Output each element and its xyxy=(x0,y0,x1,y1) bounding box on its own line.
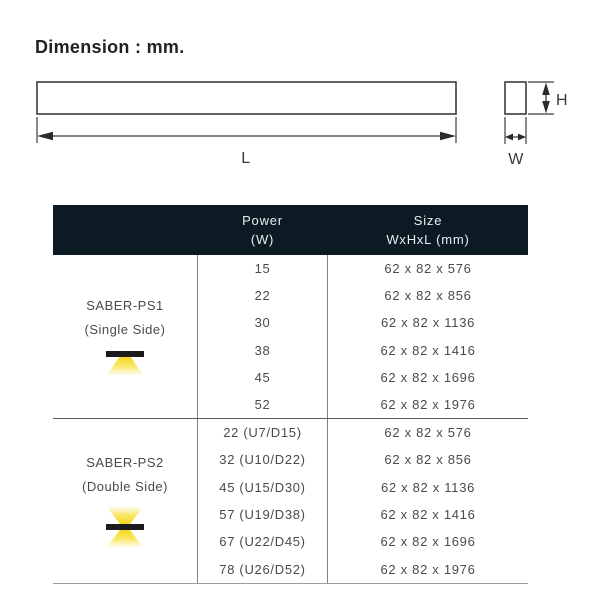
header-size-cell xyxy=(328,205,528,255)
product-subtitle: (Single Side) xyxy=(84,321,166,337)
height-top-arrowhead-icon xyxy=(542,83,550,95)
left-arrowhead-icon xyxy=(37,132,53,140)
size-value: 62 x 82 x 1136 xyxy=(380,315,476,331)
size-column xyxy=(328,419,528,583)
size-value: 62 x 82 x 1416 xyxy=(380,342,476,358)
power-value: 15 xyxy=(254,261,271,277)
fixture-cross-section-rect xyxy=(505,82,526,114)
header-power-cell xyxy=(197,205,328,255)
product-subtitle: (Double Side) xyxy=(82,479,168,494)
width-dimension xyxy=(505,117,526,144)
width-left-arrowhead-icon xyxy=(505,134,513,141)
width-label: W xyxy=(508,151,524,168)
product-cell-saber-ps1 xyxy=(53,255,197,418)
right-arrowhead-icon xyxy=(440,132,456,140)
size-column xyxy=(328,255,528,418)
page-title: Dimension : mm. xyxy=(35,37,185,57)
size-value: 62 x 82 x 1976 xyxy=(380,561,476,577)
header-size-line1: Size xyxy=(413,213,443,228)
double-side-up-down-light-icon xyxy=(103,507,147,547)
product-cell-saber-ps2 xyxy=(53,419,197,583)
power-value: 67 (U22/D45) xyxy=(219,534,306,550)
power-value: 22 (U7/D15) xyxy=(223,425,302,441)
size-value: 62 x 82 x 576 xyxy=(384,261,472,277)
header-power-line2: (W) xyxy=(250,232,275,247)
size-value: 62 x 82 x 1416 xyxy=(380,507,476,523)
power-value: 52 xyxy=(254,396,271,412)
height-label: H xyxy=(555,92,569,109)
power-value: 32 (U10/D22) xyxy=(219,452,306,468)
power-value: 57 (U19/D38) xyxy=(219,507,306,523)
spec-table xyxy=(53,205,528,584)
power-value: 45 (U15/D30) xyxy=(219,479,306,495)
size-value: 62 x 82 x 576 xyxy=(384,425,472,441)
power-value: 78 (U26/D52) xyxy=(219,561,306,577)
height-dimension xyxy=(528,82,554,114)
size-value: 62 x 82 x 1136 xyxy=(380,479,476,495)
product-name: SABER-PS2 xyxy=(86,455,164,470)
length-label: L xyxy=(241,150,251,167)
dimension-diagram xyxy=(0,0,600,190)
header-product-cell xyxy=(53,205,197,255)
power-column xyxy=(197,419,328,583)
power-column xyxy=(197,255,328,418)
size-value: 62 x 82 x 1696 xyxy=(380,369,476,385)
power-value: 45 xyxy=(254,369,271,385)
size-value: 62 x 82 x 1696 xyxy=(380,534,476,550)
height-bottom-arrowhead-icon xyxy=(542,101,550,113)
length-dimension xyxy=(37,117,456,143)
product-name: SABER-PS1 xyxy=(86,297,164,313)
power-value: 22 xyxy=(254,288,271,304)
power-value: 30 xyxy=(254,315,271,331)
single-side-downlight-icon xyxy=(103,350,147,376)
width-right-arrowhead-icon xyxy=(518,134,526,141)
table-section-saber-ps2 xyxy=(53,419,528,584)
header-size-line2: WxHxL (mm) xyxy=(386,232,470,247)
power-value: 38 xyxy=(254,342,271,358)
fixture-length-rect xyxy=(37,82,456,114)
size-value: 62 x 82 x 1976 xyxy=(380,396,476,412)
table-header xyxy=(53,205,528,255)
header-power-line1: Power xyxy=(242,213,283,228)
table-section-saber-ps1 xyxy=(53,255,528,419)
size-value: 62 x 82 x 856 xyxy=(384,452,472,468)
size-value: 62 x 82 x 856 xyxy=(384,288,472,304)
